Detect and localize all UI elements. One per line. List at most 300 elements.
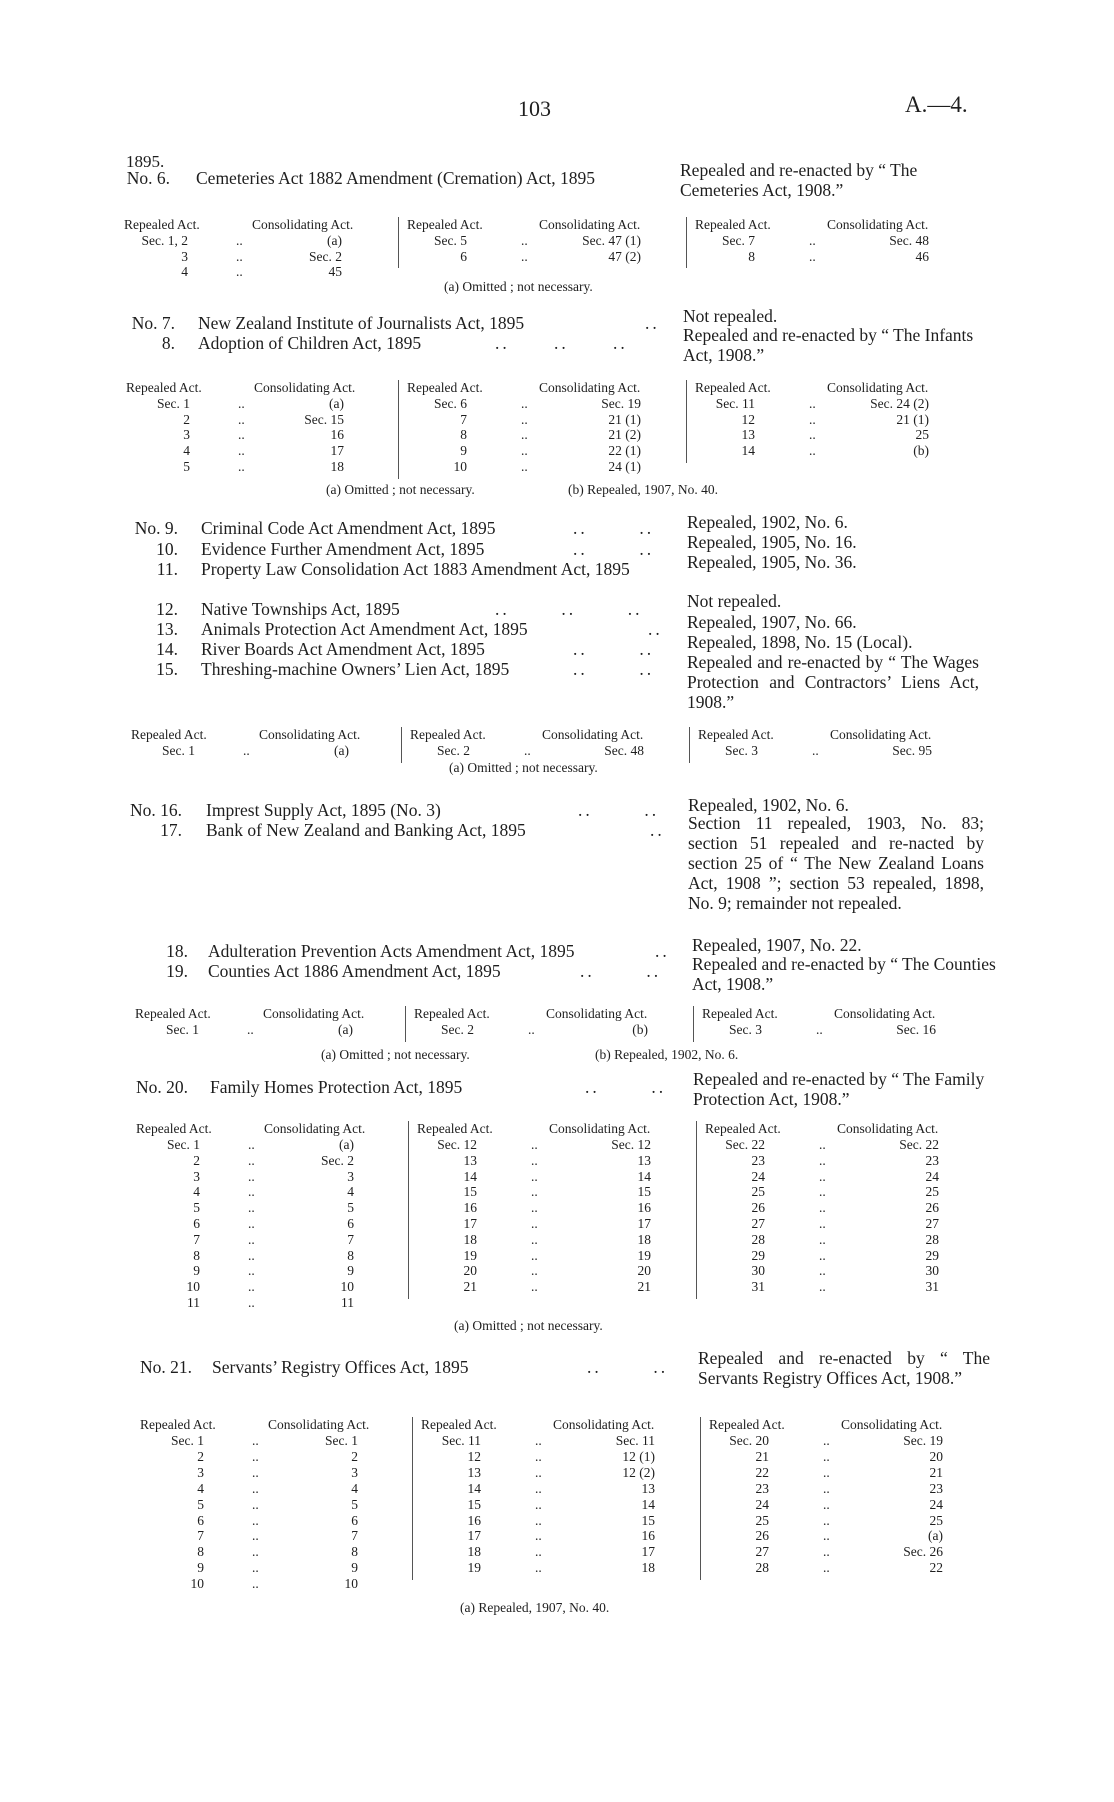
consolidating-section: 6	[351, 1512, 358, 1528]
consolidating-section: Sec. 26	[903, 1544, 943, 1560]
repealed-section: 2	[197, 1448, 204, 1464]
consolidating-section: 17	[637, 1216, 651, 1231]
consolidating-section: 19	[637, 1247, 651, 1263]
entry-status: Repealed and re-enacted by “ The Family Protection Act, 1908.”	[693, 1069, 985, 1109]
consolidating-section: 21	[637, 1279, 651, 1295]
repealed-section: 28	[755, 1560, 769, 1576]
column-group	[686, 217, 953, 268]
entry-number: 15.	[156, 659, 178, 679]
repealed-section: 4	[181, 264, 188, 279]
table-note: (a) Omitted ; not necessary.	[454, 1318, 603, 1333]
consolidating-section: 29	[925, 1247, 939, 1263]
consolidating-section: 46	[915, 248, 929, 264]
leader-dots: ..	[521, 427, 528, 443]
consolidating-section: 3	[351, 1464, 358, 1480]
leader-dots: ..	[521, 411, 528, 427]
repealed-section: 10	[453, 458, 467, 474]
consolidating-section: 25	[929, 1512, 943, 1528]
leader-dots: ..	[535, 1544, 542, 1560]
leader-dots: ..	[524, 743, 531, 758]
leader-dots: ..	[809, 411, 816, 427]
consolidating-section: 7	[351, 1528, 358, 1544]
consolidating-section: 12 (1)	[622, 1448, 655, 1464]
repealed-header: Repealed Act.	[695, 380, 771, 395]
repealed-section: 6	[460, 248, 467, 264]
leader-dots: ..	[248, 1263, 255, 1279]
repealed-section: 21	[463, 1279, 477, 1295]
entry-title: Family Homes Protection Act, 1895	[210, 1077, 463, 1097]
leader-dots: ..	[819, 1263, 826, 1279]
leader-dots: .. ..	[585, 1077, 667, 1097]
repealed-section: 4	[183, 443, 190, 459]
consolidating-section: (b)	[632, 1022, 648, 1037]
leader-dots: ..	[809, 233, 816, 248]
leader-dots: ..	[248, 1231, 255, 1247]
leader-dots: ..	[809, 248, 816, 264]
repealed-header: Repealed Act.	[124, 217, 200, 232]
leader-dots: ..	[819, 1152, 826, 1168]
entry-title: Servants’ Registry Offices Act, 1895	[212, 1357, 469, 1377]
leader-dots: ..	[535, 1464, 542, 1480]
column-group	[398, 217, 665, 268]
repealed-section: 26	[751, 1200, 765, 1216]
consolidating-section: 13	[637, 1152, 651, 1168]
repealed-section: Sec. 1	[166, 1022, 199, 1037]
leader-dots: ..	[531, 1168, 538, 1184]
consolidating-section: 7	[347, 1231, 354, 1247]
consolidating-header: Consolidating Act.	[830, 727, 932, 742]
leader-dots: ..	[655, 941, 670, 961]
repealed-section: 4	[197, 1480, 204, 1496]
leader-dots: ..	[248, 1152, 255, 1168]
leader-dots: ..	[238, 458, 245, 474]
leader-dots: ..	[252, 1576, 259, 1592]
consolidating-header: Consolidating Act.	[542, 727, 644, 742]
leader-dots: ..	[521, 233, 528, 248]
consolidating-section: Sec. 24 (2)	[870, 396, 929, 411]
consolidating-section: (a)	[338, 1022, 353, 1037]
entry-title: Counties Act 1886 Amendment Act, 1895	[208, 961, 501, 981]
repealed-section: 28	[751, 1231, 765, 1247]
consolidating-header: Consolidating Act.	[539, 217, 641, 232]
consolidating-section: 8	[347, 1247, 354, 1263]
leader-dots: ..	[531, 1263, 538, 1279]
leader-dots: ..	[819, 1184, 826, 1200]
entry-status: Repealed and re-enacted by “ The Servants Registry Offices Act, 1908.”	[698, 1348, 990, 1388]
repealed-section: 15	[467, 1496, 481, 1512]
repealed-section: Sec. 6	[434, 396, 467, 411]
consolidating-section: Sec. 19	[903, 1433, 943, 1448]
column-group	[696, 1121, 963, 1299]
column-group	[408, 1121, 675, 1299]
repealed-section: 12	[741, 411, 755, 427]
consolidating-section: Sec. 15	[304, 411, 344, 427]
consolidating-section: 5	[347, 1200, 354, 1216]
repealed-header: Repealed Act.	[709, 1417, 785, 1432]
entry-status: Repealed and re-enacted by “ The Wages Protection and Contractors’ Liens Act, 1908.”	[687, 652, 979, 712]
table-note: (b) Repealed, 1902, No. 6.	[595, 1047, 739, 1062]
leader-dots: .. ..	[578, 800, 660, 820]
consolidating-section: 21 (1)	[896, 411, 929, 427]
leader-dots: ..	[531, 1216, 538, 1231]
repealed-header: Repealed Act.	[131, 727, 207, 742]
repealed-section: 27	[755, 1544, 769, 1560]
repealed-section: 6	[197, 1512, 204, 1528]
leader-dots: ..	[823, 1496, 830, 1512]
consolidating-header: Consolidating Act.	[841, 1417, 943, 1432]
entry-title: Threshing-machine Owners’ Lien Act, 1895	[201, 659, 510, 679]
repealed-section: Sec. 2	[437, 743, 470, 758]
column-group	[124, 217, 390, 284]
repealed-section: 20	[463, 1263, 477, 1279]
repealed-section: Sec. 22	[725, 1137, 765, 1152]
leader-dots: ..	[816, 1022, 823, 1037]
repealed-section: 3	[183, 427, 190, 443]
entry-number: 18.	[166, 941, 188, 961]
consolidating-section: 22 (1)	[608, 443, 641, 459]
consolidating-section: 24	[925, 1168, 939, 1184]
leader-dots: ..	[823, 1544, 830, 1560]
leader-dots: ..	[535, 1448, 542, 1464]
entry-title: New Zealand Institute of Journalists Act, 1895	[198, 313, 525, 333]
consolidating-section: 45	[328, 264, 342, 279]
leader-dots: ..	[823, 1528, 830, 1544]
repealed-header: Repealed Act.	[410, 727, 486, 742]
column-group	[398, 380, 665, 479]
entry-number: No. 21.	[139, 1357, 192, 1377]
repealed-header: Repealed Act.	[126, 380, 202, 395]
leader-dots: ..	[252, 1464, 259, 1480]
repealed-section: 19	[463, 1247, 477, 1263]
repealed-section: 31	[751, 1279, 765, 1295]
consolidating-section: 25	[915, 427, 929, 443]
entry-status: Not repealed.	[687, 591, 782, 611]
repealed-section: 10	[186, 1279, 200, 1295]
consolidating-section: Sec. 2	[321, 1152, 354, 1168]
repealed-section: 4	[193, 1184, 200, 1200]
leader-dots: .. ..	[573, 539, 655, 559]
leader-dots: ..	[648, 619, 663, 639]
leader-dots: ..	[650, 820, 665, 840]
repealed-section: Sec. 11	[715, 396, 755, 411]
consolidating-section: 10	[340, 1279, 354, 1295]
leader-dots: ..	[819, 1200, 826, 1216]
entry-title: Imprest Supply Act, 1895 (No. 3)	[206, 800, 441, 820]
leader-dots: ..	[238, 427, 245, 443]
consolidating-section: 4	[347, 1184, 354, 1200]
consolidating-section: 23	[925, 1152, 939, 1168]
leader-dots: ..	[819, 1247, 826, 1263]
repealed-section: 5	[193, 1200, 200, 1216]
consolidating-section: 9	[351, 1560, 358, 1576]
leader-dots: .. .. ..	[495, 333, 628, 353]
repealed-section: 15	[463, 1184, 477, 1200]
consolidating-header: Consolidating Act.	[252, 217, 354, 232]
repealed-section: Sec. 11	[441, 1433, 481, 1448]
leader-dots: ..	[819, 1231, 826, 1247]
repealed-section: 2	[183, 411, 190, 427]
leader-dots: ..	[248, 1137, 255, 1152]
repealed-section: 25	[755, 1512, 769, 1528]
consolidating-section: 11	[341, 1295, 354, 1310]
repealed-section: 25	[751, 1184, 765, 1200]
table-note: (a) Omitted ; not necessary.	[444, 279, 593, 294]
entry-status: Not repealed.	[683, 306, 778, 326]
leader-dots: ..	[252, 1528, 259, 1544]
repealed-section: 7	[197, 1528, 204, 1544]
consolidating-section: 14	[641, 1496, 655, 1512]
consolidating-section: (b)	[913, 443, 929, 459]
consolidating-section: 13	[641, 1480, 655, 1496]
leader-dots: ..	[531, 1200, 538, 1216]
column-group	[689, 727, 956, 763]
entry-status: Repealed, 1907, No. 22.	[692, 935, 862, 955]
consolidating-section: 30	[925, 1263, 939, 1279]
entry-title: Native Townships Act, 1895	[201, 599, 400, 619]
entry-status: Repealed, 1905, No. 36.	[687, 552, 857, 572]
leader-dots: ..	[819, 1137, 826, 1152]
consolidating-section: 3	[347, 1168, 354, 1184]
repealed-header: Repealed Act.	[698, 727, 774, 742]
leader-dots: ..	[252, 1512, 259, 1528]
leader-dots: ..	[535, 1433, 542, 1448]
repealed-section: 8	[197, 1544, 204, 1560]
repealed-section: 19	[467, 1560, 481, 1576]
consolidating-section: 16	[637, 1200, 651, 1216]
table-note: (a) Omitted ; not necessary.	[449, 760, 598, 775]
leader-dots: ..	[819, 1216, 826, 1231]
entry-status: Repealed, 1898, No. 15 (Local).	[687, 632, 913, 652]
column-group	[126, 380, 392, 479]
repealed-section: 29	[751, 1247, 765, 1263]
repealed-section: 14	[741, 443, 755, 459]
consolidating-section: 18	[641, 1560, 655, 1576]
leader-dots: .. ..	[573, 518, 655, 538]
leader-dots: ..	[236, 233, 243, 248]
leader-dots: ..	[247, 1022, 254, 1037]
repealed-section: 24	[751, 1168, 765, 1184]
repealed-section: 3	[197, 1464, 204, 1480]
consolidating-section: (a)	[339, 1137, 354, 1152]
column-group	[693, 1006, 960, 1042]
entry-number: No. 20.	[135, 1077, 188, 1097]
leader-dots: ..	[531, 1231, 538, 1247]
leader-dots: ..	[252, 1433, 259, 1448]
leader-dots: ..	[252, 1560, 259, 1576]
repealed-section: 9	[193, 1263, 200, 1279]
consolidating-section: 5	[351, 1496, 358, 1512]
repealed-section: Sec. 3	[729, 1022, 762, 1037]
entry-title: Criminal Code Act Amendment Act, 1895	[201, 518, 496, 538]
consolidating-section: 24	[929, 1496, 943, 1512]
consolidating-section: 16	[330, 427, 344, 443]
consolidating-section: 25	[925, 1184, 939, 1200]
consolidating-section: 20	[929, 1448, 943, 1464]
consolidating-section: Sec. 1	[325, 1433, 358, 1448]
repealed-section: 22	[755, 1464, 769, 1480]
repealed-section: Sec. 1	[162, 743, 195, 758]
leader-dots: ..	[236, 264, 243, 279]
leader-dots: ..	[819, 1279, 826, 1295]
repealed-section: 13	[467, 1464, 481, 1480]
column-group	[401, 727, 668, 763]
consolidating-section: 20	[637, 1263, 651, 1279]
repealed-section: 5	[183, 458, 190, 474]
column-group	[135, 1006, 401, 1042]
repealed-section: 6	[193, 1216, 200, 1231]
repealed-section: 8	[193, 1247, 200, 1263]
consolidating-section: 26	[925, 1200, 939, 1216]
leader-dots: ..	[823, 1464, 830, 1480]
entry-status: Repealed and re-enacted by “ The Cemeteries Act, 1908.”	[680, 160, 918, 200]
repealed-section: 11	[187, 1295, 200, 1310]
repealed-header: Repealed Act.	[417, 1121, 493, 1136]
leader-dots: ..	[531, 1152, 538, 1168]
repealed-header: Repealed Act.	[421, 1417, 497, 1432]
consolidating-header: Consolidating Act.	[553, 1417, 655, 1432]
consolidating-section: Sec. 12	[611, 1137, 651, 1152]
consolidating-header: Consolidating Act.	[539, 380, 641, 395]
repealed-section: 10	[190, 1576, 204, 1592]
leader-dots: .. .. ..	[495, 599, 643, 619]
consolidating-section: 15	[641, 1512, 655, 1528]
leader-dots: ..	[528, 1022, 535, 1037]
consolidating-section: 47 (2)	[608, 248, 641, 264]
table-note: (a) Omitted ; not necessary.	[326, 482, 475, 497]
repealed-header: Repealed Act.	[702, 1006, 778, 1021]
consolidating-section: 21 (1)	[608, 411, 641, 427]
leader-dots: ..	[823, 1480, 830, 1496]
leader-dots: ..	[248, 1216, 255, 1231]
consolidating-section: 4	[351, 1480, 358, 1496]
leader-dots: ..	[236, 248, 243, 264]
repealed-section: 3	[181, 248, 188, 264]
leader-dots: ..	[531, 1137, 538, 1152]
consolidating-section: (a)	[327, 233, 342, 248]
consolidating-section: 21 (2)	[608, 427, 641, 443]
leader-dots: ..	[823, 1512, 830, 1528]
leader-dots: ..	[248, 1247, 255, 1263]
repealed-section: 23	[755, 1480, 769, 1496]
repealed-section: Sec. 7	[722, 233, 755, 248]
leader-dots: ..	[823, 1560, 830, 1576]
leader-dots: ..	[238, 396, 245, 411]
consolidating-section: 14	[637, 1168, 651, 1184]
column-group	[412, 1417, 679, 1580]
consolidating-section: 24 (1)	[608, 458, 641, 474]
repealed-section: 16	[467, 1512, 481, 1528]
leader-dots: ..	[521, 443, 528, 459]
entry-title: Property Law Consolidation Act 1883 Amendment Act, 1895	[201, 559, 630, 579]
repealed-section: 23	[751, 1152, 765, 1168]
repealed-section: 8	[460, 427, 467, 443]
consolidating-section: Sec. 16	[896, 1022, 936, 1037]
leader-dots: ..	[238, 411, 245, 427]
consolidating-header: Consolidating Act.	[263, 1006, 365, 1021]
entry-status: Repealed, 1902, No. 6.	[687, 512, 848, 532]
repealed-header: Repealed Act.	[136, 1121, 212, 1136]
entry-title: Adulteration Prevention Acts Amendment Act, 1895	[208, 941, 575, 961]
leader-dots: ..	[535, 1560, 542, 1576]
repealed-section: 2	[193, 1152, 200, 1168]
repealed-header: Repealed Act.	[407, 380, 483, 395]
repealed-section: 9	[460, 443, 467, 459]
repealed-section: Sec. 1	[171, 1433, 204, 1448]
leader-dots: ..	[809, 396, 816, 411]
entry-number: 19.	[166, 961, 188, 981]
repealed-section: 24	[755, 1496, 769, 1512]
consolidating-header: Consolidating Act.	[546, 1006, 648, 1021]
entry-number: No. 7.	[131, 313, 175, 333]
consolidating-section: 15	[637, 1184, 651, 1200]
leader-dots: ..	[248, 1279, 255, 1295]
repealed-section: 7	[193, 1231, 200, 1247]
consolidating-section: 10	[344, 1576, 358, 1592]
entry-number: 14.	[156, 639, 178, 659]
leader-dots: ..	[809, 427, 816, 443]
repealed-section: Sec. 20	[729, 1433, 769, 1448]
leader-dots: ..	[521, 458, 528, 474]
leader-dots: ..	[809, 443, 816, 459]
leader-dots: .. ..	[573, 639, 655, 659]
leader-dots: ..	[521, 396, 528, 411]
leader-dots: ..	[252, 1544, 259, 1560]
repealed-section: 14	[467, 1480, 481, 1496]
entry-number: 10.	[156, 539, 178, 559]
consolidating-section: 23	[929, 1480, 943, 1496]
entry-number: No. 9.	[134, 518, 178, 538]
entry-number: 11.	[156, 559, 178, 579]
repealed-section: Sec. 12	[437, 1137, 477, 1152]
repealed-section: 18	[463, 1231, 477, 1247]
repealed-section: Sec. 1	[167, 1137, 200, 1152]
leader-dots: ..	[248, 1168, 255, 1184]
entry-title: Animals Protection Act Amendment Act, 1895	[201, 619, 528, 639]
repealed-section: 7	[460, 411, 467, 427]
consolidating-header: Consolidating Act.	[268, 1417, 370, 1432]
consolidating-section: 17	[330, 443, 344, 459]
leader-dots: .. ..	[580, 961, 662, 981]
consolidating-section: (a)	[329, 396, 344, 411]
column-group	[405, 1006, 672, 1042]
consolidating-section: 18	[330, 458, 344, 474]
leader-dots: ..	[252, 1448, 259, 1464]
consolidating-header: Consolidating Act.	[827, 217, 929, 232]
column-group	[686, 380, 953, 463]
consolidating-section: (a)	[334, 743, 349, 758]
consolidating-section: 6	[347, 1216, 354, 1231]
leader-dots: ..	[535, 1528, 542, 1544]
leader-dots: ..	[252, 1496, 259, 1512]
entry-number: No. 6.	[126, 168, 170, 188]
entry-number: 13.	[156, 619, 178, 639]
leader-dots: ..	[531, 1247, 538, 1263]
consolidating-section: Sec. 11	[615, 1433, 655, 1448]
repealed-header: Repealed Act.	[140, 1417, 216, 1432]
leader-dots: ..	[645, 313, 660, 333]
leader-dots: ..	[248, 1200, 255, 1216]
column-group	[131, 727, 397, 763]
consolidating-header: Consolidating Act.	[837, 1121, 939, 1136]
leader-dots: .. ..	[587, 1357, 669, 1377]
entry-title: Bank of New Zealand and Banking Act, 1895	[206, 820, 526, 840]
leader-dots: ..	[531, 1279, 538, 1295]
leader-dots: ..	[819, 1168, 826, 1184]
entry-status: Section 11 repealed, 1903, No. 83; section 51 repealed and re-nacted by section 25 of “ The New Zealand Loans Act, 1908 ”; section 53 repealed, 1898, No. 9; remainder not repealed.	[688, 813, 984, 913]
repealed-section: Sec. 5	[434, 233, 467, 248]
leader-dots: ..	[243, 743, 250, 758]
leader-dots: ..	[535, 1496, 542, 1512]
